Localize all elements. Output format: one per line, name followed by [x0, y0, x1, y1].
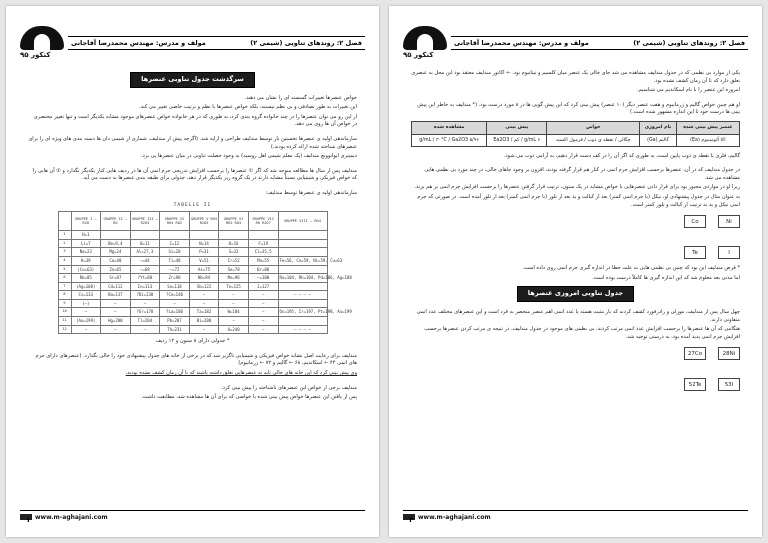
row-number-cell: 4: [58, 256, 71, 265]
table-cell: Ca=40: [101, 256, 131, 265]
table-cell: U=240: [219, 325, 249, 334]
table-cell: F=19: [248, 239, 278, 248]
table-cell: —: [71, 325, 101, 334]
table-cell: ۶ g/mL / کم / Ea2O3: [487, 134, 547, 146]
group-header: GRUPPE VII RH R2O7: [248, 212, 278, 231]
table-row: [58, 274, 327, 283]
header-bar: [68, 36, 365, 50]
table-cell: —: [71, 308, 101, 317]
table-row: [58, 282, 327, 291]
table-cell: —: [248, 317, 278, 326]
logo-icon: [20, 26, 64, 50]
table-row: [58, 317, 327, 326]
table-cell: —: [248, 299, 278, 308]
table-header: عنصر پیش بینی شده: [676, 121, 739, 134]
table-cell: Te=125: [219, 282, 249, 291]
element-box: 52Te: [684, 378, 706, 391]
page-1: [6, 6, 379, 537]
table-cell: [160, 231, 190, 240]
table-cell: —: [248, 291, 278, 300]
table-cell: Na=23: [71, 248, 101, 257]
paragraph: سازماندهی اولیه ی عنصرها توسط مندلیف:: [265, 189, 357, 196]
row-number-cell: 8: [58, 291, 71, 300]
table-cell: —: [101, 299, 131, 308]
element-box: 53I: [718, 378, 740, 391]
chapter-title: فصل ۲: روندهای تناوبی (شیمی ۲): [633, 39, 745, 47]
table-cell: —: [189, 291, 219, 300]
table-cell: ?La=180: [160, 308, 190, 317]
table-cell: —=68: [130, 265, 160, 274]
table-cell: Zn=65: [101, 265, 131, 274]
table-cell: چگالی / نقطه ی ذوب / فرمول اکسید: [547, 134, 640, 146]
table-cell: Sr=87: [101, 274, 131, 283]
table-cell: Mn=55: [248, 256, 278, 265]
paragraph: مندلیف پس از سال ها مطالعه متوجه شد که اگر ① عنصرها را برحسب افزایش تدریجی جرم اتمی آن ها در ردیف هایی کنار یکدیگر بگذارد و ② آن هایی را که خواص فیزیکی و شیمیایی نسبتاً مشابه دارند در یک گروه زیر یکدیگر قرار دهد، جدولی برای طبقه بندی عنصرها به دست می آید.: [32, 167, 357, 182]
paragraph: از این رو می توان عنصرها را در چند خانواده گروه بندی کرد، به طوری که در هر خانواده خواص عنصرهای موجود مشابه یکدیگر است و تنها تغییر مختصری در خواص آن ها روی می دهد.: [33, 113, 357, 128]
section-title: سرگذشت جدول تناوبی عنصرها: [130, 72, 255, 88]
row-number-cell: 11: [58, 317, 71, 326]
table-cell: Al=27,3: [130, 248, 160, 257]
table-cell: ۵/۹۶ g/mL / ۳۰°C / Ga2O3: [412, 134, 487, 146]
group-header: GRUPPE VI RH2 RO3: [219, 212, 249, 231]
table-cell: —: [189, 325, 219, 334]
table-cell: —=72: [160, 265, 190, 274]
table-cell: Br=80: [248, 265, 278, 274]
table-row: [58, 308, 327, 317]
logo: [20, 22, 66, 62]
row-number-cell: 7: [58, 282, 71, 291]
page-1-content: [28, 70, 357, 404]
table-cell: —: [248, 308, 278, 317]
page-number: ۱: [26, 516, 31, 524]
table-cell: ?Yt=88: [130, 274, 160, 283]
row-number-cell: 2: [58, 239, 71, 248]
row-number-cell: 3: [58, 248, 71, 257]
paragraph: به عنوان مثال در جدول پیشنهادی او، نیکل (با جرم اتمی کمتر) بعد از کبالت و ید بعد از تلور (با جرم اتمی کمتر) بعد از تلور آمده است. در صورتی که جرم اتمی نیکل و ید به ترتیب از کبالت و تلور کمتر است.: [417, 193, 740, 208]
element-box: Ni: [718, 215, 740, 228]
table-cell: — — — —: [278, 325, 327, 334]
paragraph: یکی از موارد بی نظمی که در جدول مندلیف مشاهده می شد جای خالی یک عنصر میان کلسیم و تیتانیوم بود. ← اکانور مندلیف معتقد بود این محل به عنصری تعلق دارد که تا آن زمان کشف نشده بود.: [411, 70, 740, 84]
table-cell: Ti=48: [160, 256, 190, 265]
table-cell: Nb=94: [189, 274, 219, 283]
table-cell: Ba=137: [101, 291, 131, 300]
table-cell: —: [219, 299, 249, 308]
row-number-cell: 9: [58, 299, 71, 308]
table-cell: [278, 239, 327, 248]
element-boxes-numbered: [684, 347, 740, 391]
table-cell: B=11: [130, 239, 160, 248]
paragraph: مندلیف برای رعایت اصل تشابه خواص فیزیکی و شیمیایی ناگزیر شد که در برخی از خانه های جدول پیشنهادی خود را خالی بگذارد. (عنصرهای دارای جرم های اتمی ۴۴ ← اسکاندیم، ۶۸ ← گالیم و ۷۲ ← ژرمانیوم): [35, 352, 357, 367]
paragraph: پس از یافتن این عنصرها خواص پیش بینی شده با خواصی که برای آن ها مشاهده شد، مطابقت داشت.: [140, 394, 357, 401]
table-cell: — — — —: [278, 291, 327, 300]
paragraph: هنگامی که آن ها عنصرها را برحسب افزایش عدد اتمی مرتب کردند، بی نظمی های موجود در جدول مندلیف، در نتیجه ی مرتب کردن عنصرها برحسب افزایش جرم اتمی پدید آمده بود، به درستی توجیه شد.: [424, 326, 740, 340]
table-title: TABELLE II: [173, 202, 212, 208]
table-cell: (Ag=108): [71, 282, 101, 291]
paragraph: مندلیف برخی از خواص این عنصرهای ناشناخته را پیش بینی کرد.: [220, 384, 357, 391]
element-box: 28Ni: [718, 347, 740, 360]
table-cell: Os=195, Ir=197, Pt=198, Au=199: [278, 308, 327, 317]
paragraph: او هم چنین خواص گالیم و ژرمانیوم و هفت عنصر دیگر (۱۰ عنصر) پیش بینی کرد که این پیش گویی ها در ۸ مورد درست بود. (* مندلیف به خاطر این پیش بینی ها درست خود تا این اندازه مشهور شده است.): [417, 101, 740, 116]
table-cell: [278, 265, 327, 274]
table-cell: —: [219, 317, 249, 326]
table-cell: Sn=118: [160, 282, 190, 291]
table-row: [412, 134, 740, 146]
paragraph: امروزه این عنصر را با نام اسکاندیم می شناسیم.: [636, 87, 740, 94]
paragraph: دیمیتری ایوانوویچ مندلیف (یک معلم شیمی اهل روسیه) به وجود خصلت تناوبی در میان عنصرها پی برد.: [140, 153, 357, 160]
table-cell: Cs=133: [71, 291, 101, 300]
table-cell: Si=28: [160, 248, 190, 257]
table-row: [58, 256, 327, 265]
paragraph: در جدول مندلیف که در آن، عنصرها برحسب افزایش جرم اتمی در کنار هم قرار گرفته بودند، افزون بر وجود جاهای خالی، در چند مورد بی نظمی هایی مشاهده می شد.: [424, 167, 740, 181]
table-cell: [278, 231, 327, 240]
logo-text: کنکور ۹۵: [403, 51, 434, 59]
paragraph: * فرض مندلیف این بود که چنین بی نظمی هایی به علت خطا در اندازه گیری جرم اتمی روی داده است.: [522, 265, 740, 272]
table-cell: —: [248, 325, 278, 334]
table-cell: As=75: [189, 265, 219, 274]
table-cell: Cl=35,5: [248, 248, 278, 257]
author-line: مولف و مدرس: مهندس محمدرضا آقاجانی: [454, 39, 589, 47]
page-header: [20, 22, 365, 62]
page-2: [389, 6, 762, 537]
table-cell: Tl=204: [130, 317, 160, 326]
logo-text: کنکور ۹۵: [20, 51, 51, 59]
section-title: جدول تناوبی امروزی عنصرها: [517, 286, 634, 302]
prediction-table: [411, 121, 740, 147]
group-header: GRUPPE V RH3 R2O5: [189, 212, 219, 231]
element-box: I: [718, 246, 740, 259]
table-header: پیش بینی: [487, 121, 547, 134]
group-header: GRUPPE I — R2O: [71, 212, 101, 231]
table-cell: (—): [71, 299, 101, 308]
table-cell: [248, 231, 278, 240]
table-cell: Zr=90: [160, 274, 190, 283]
table-cell: Sb=122: [189, 282, 219, 291]
logo-icon: [403, 26, 447, 50]
table-cell: [101, 231, 131, 240]
row-number-cell: 12: [58, 325, 71, 334]
row-number-cell: 1: [58, 231, 71, 240]
table-cell: گالیم (Ga): [640, 134, 677, 146]
table-cell: P=31: [189, 248, 219, 257]
table-cell: —: [101, 308, 131, 317]
table-header-row: [58, 212, 327, 231]
table-cell: [278, 299, 327, 308]
element-box: 27Co: [684, 347, 706, 360]
table-row: [58, 265, 327, 274]
element-boxes: [684, 215, 740, 259]
paragraph: وی پیش بینی کرد که این خانه های خالی باید به عنصرهایی تعلق داشته باشند که تا آن زمان کشف نشده بودند.: [125, 370, 357, 377]
table-cell: N=14: [189, 239, 219, 248]
table-cell: Be=9,4: [101, 239, 131, 248]
logo: [403, 22, 449, 62]
table-cell: —: [219, 291, 249, 300]
table-cell: —: [189, 299, 219, 308]
table-row: [58, 239, 327, 248]
table-cell: In=113: [130, 282, 160, 291]
table-cell: Pb=207: [160, 317, 190, 326]
page-footer: [403, 510, 748, 527]
table-cell: Cr=52: [219, 256, 249, 265]
table-cell: W=184: [219, 308, 249, 317]
table-cell: Cd=112: [101, 282, 131, 291]
table-row: [58, 299, 327, 308]
row-number-cell: 6: [58, 274, 71, 283]
table-row: [58, 231, 327, 240]
table-cell: Ru=104, Rh=104, Pd=106, Ag=108: [278, 274, 327, 283]
table-cell: Bi=208: [189, 317, 219, 326]
table-header: خواص: [547, 121, 640, 134]
paragraph: چهل سال پس از مندلیف، موزلی و رادرفورد کشف کردند که بار مثبت هسته یا عدد اتمی اهم عنصر منحصر به فرد است و این عنصرهای مختلف عدد اتمی متفاوتی دارند.: [416, 308, 740, 323]
table-cell: [189, 231, 219, 240]
table-cell: J=127: [248, 282, 278, 291]
table-cell: V=51: [189, 256, 219, 265]
table-cell: Mo=96: [219, 274, 249, 283]
page-header: [403, 22, 748, 62]
row-header-cell: [58, 212, 71, 231]
table-row: [58, 291, 327, 300]
table-cell: C=12: [160, 239, 190, 248]
table-cell: —: [101, 325, 131, 334]
table-caption: * جدولی دارای ۸ ستون و ۱۲ ردیف: [155, 338, 230, 345]
element-box: Co: [684, 215, 706, 228]
footer-url[interactable]: www.m-aghajani.com: [403, 514, 491, 521]
mendeleev-table-image: [58, 202, 352, 335]
table-cell: (Cu=63): [71, 265, 101, 274]
table-cell: ?Er=178: [130, 308, 160, 317]
author-line: مولف و مدرس: مهندس محمدرضا آقاجانی: [71, 39, 206, 47]
page-2-content: [411, 70, 740, 397]
table-cell: Hg=200: [101, 317, 131, 326]
table-cell: [278, 282, 327, 291]
table-cell: ?Di=138: [130, 291, 160, 300]
group-header: GRUPPE II — RO: [101, 212, 131, 231]
mendeleev-table: [58, 211, 352, 334]
table-cell: [130, 231, 160, 240]
table-header-row: [412, 121, 740, 134]
paragraph: سازماندهی اولیه ی عنصرها نخستین بار توسط مندلیف طراحی و ارایه شد. (اگرچه پیش از مندلیف، شماری از شیمی دان ها دسته بندی های ویژه ای را برای عنصرهای شناخته شده ارائه کرده بودند.): [28, 135, 357, 150]
table-cell: S=32: [219, 248, 249, 257]
table-cell: —=100: [248, 274, 278, 283]
table-cell: O=16: [219, 239, 249, 248]
table-cell: —=44: [130, 256, 160, 265]
table-cell: (Au=199): [71, 317, 101, 326]
table-row: [58, 325, 327, 334]
table-header: مشاهده شده: [412, 121, 487, 134]
header-bar: [451, 36, 748, 50]
paragraph: این تغییرات به طور تصادفی و بی نظم نیستند، بلکه خواص عنصرها با نظم و ترتیب خاصی تغییر می کند.: [139, 104, 357, 111]
group-header: GRUPPE IV RH4 RO2: [160, 212, 190, 231]
table-cell: [219, 231, 249, 240]
table-cell: —: [160, 299, 190, 308]
table-cell: Fe=56, Co=59, Ni=59, Cu=63: [278, 256, 327, 265]
footer-url[interactable]: www.m-aghajani.com: [20, 514, 108, 521]
table-cell: Li=7: [71, 239, 101, 248]
page-number: ۲: [409, 516, 414, 524]
table-cell: [278, 248, 327, 257]
table-cell: —: [130, 299, 160, 308]
table-cell: [278, 317, 327, 326]
paragraph: زیرا او در مواردی مجبور بود برای قرار دادن عنصرهایی با خواص مشابه در یک ستون، ترتیب قرار گرفتن عنصرها را برحسب افزایش جرم اتمی بر هم بزند.: [414, 184, 740, 191]
row-number-cell: 5: [58, 265, 71, 274]
table-cell: Se=78: [219, 265, 249, 274]
group-header: GRUPPE III — R2O3: [130, 212, 160, 231]
group-header: GRUPPE VIII — RO4: [278, 212, 327, 231]
table-cell: K=39: [71, 256, 101, 265]
table-cell: Mg=24: [101, 248, 131, 257]
table-cell: —: [130, 325, 160, 334]
table-cell: Th=231: [160, 325, 190, 334]
table-cell: ?Ce=140: [160, 291, 190, 300]
table-header: نام امروزی: [640, 121, 677, 134]
table-cell: Rb=85: [71, 274, 101, 283]
page-footer: [20, 510, 365, 527]
paragraph: خواص عنصرها تغییرات گسسته ای را نشان می دهند.: [244, 94, 357, 101]
table-row: [58, 248, 327, 257]
table-cell: Ta=182: [189, 308, 219, 317]
table-cell: اکا آلومینیوم (Ea): [676, 134, 739, 146]
element-box: Te: [684, 246, 706, 259]
row-number-cell: 10: [58, 308, 71, 317]
chapter-title: فصل ۲: روندهای تناوبی (شیمی ۲): [250, 39, 362, 47]
table-cell: H=1: [71, 231, 101, 240]
paragraph: اما مدتی بعد معلوم شد که این اندازه گیری ها کاملاً درست بوده است.: [592, 274, 740, 281]
paragraph: گالیم، فلزی با نقطه ی ذوب پایین است، به طوری که اگر آن را در کف دست قرار دهیم، به آرامی ذوب می شود.: [503, 152, 740, 159]
